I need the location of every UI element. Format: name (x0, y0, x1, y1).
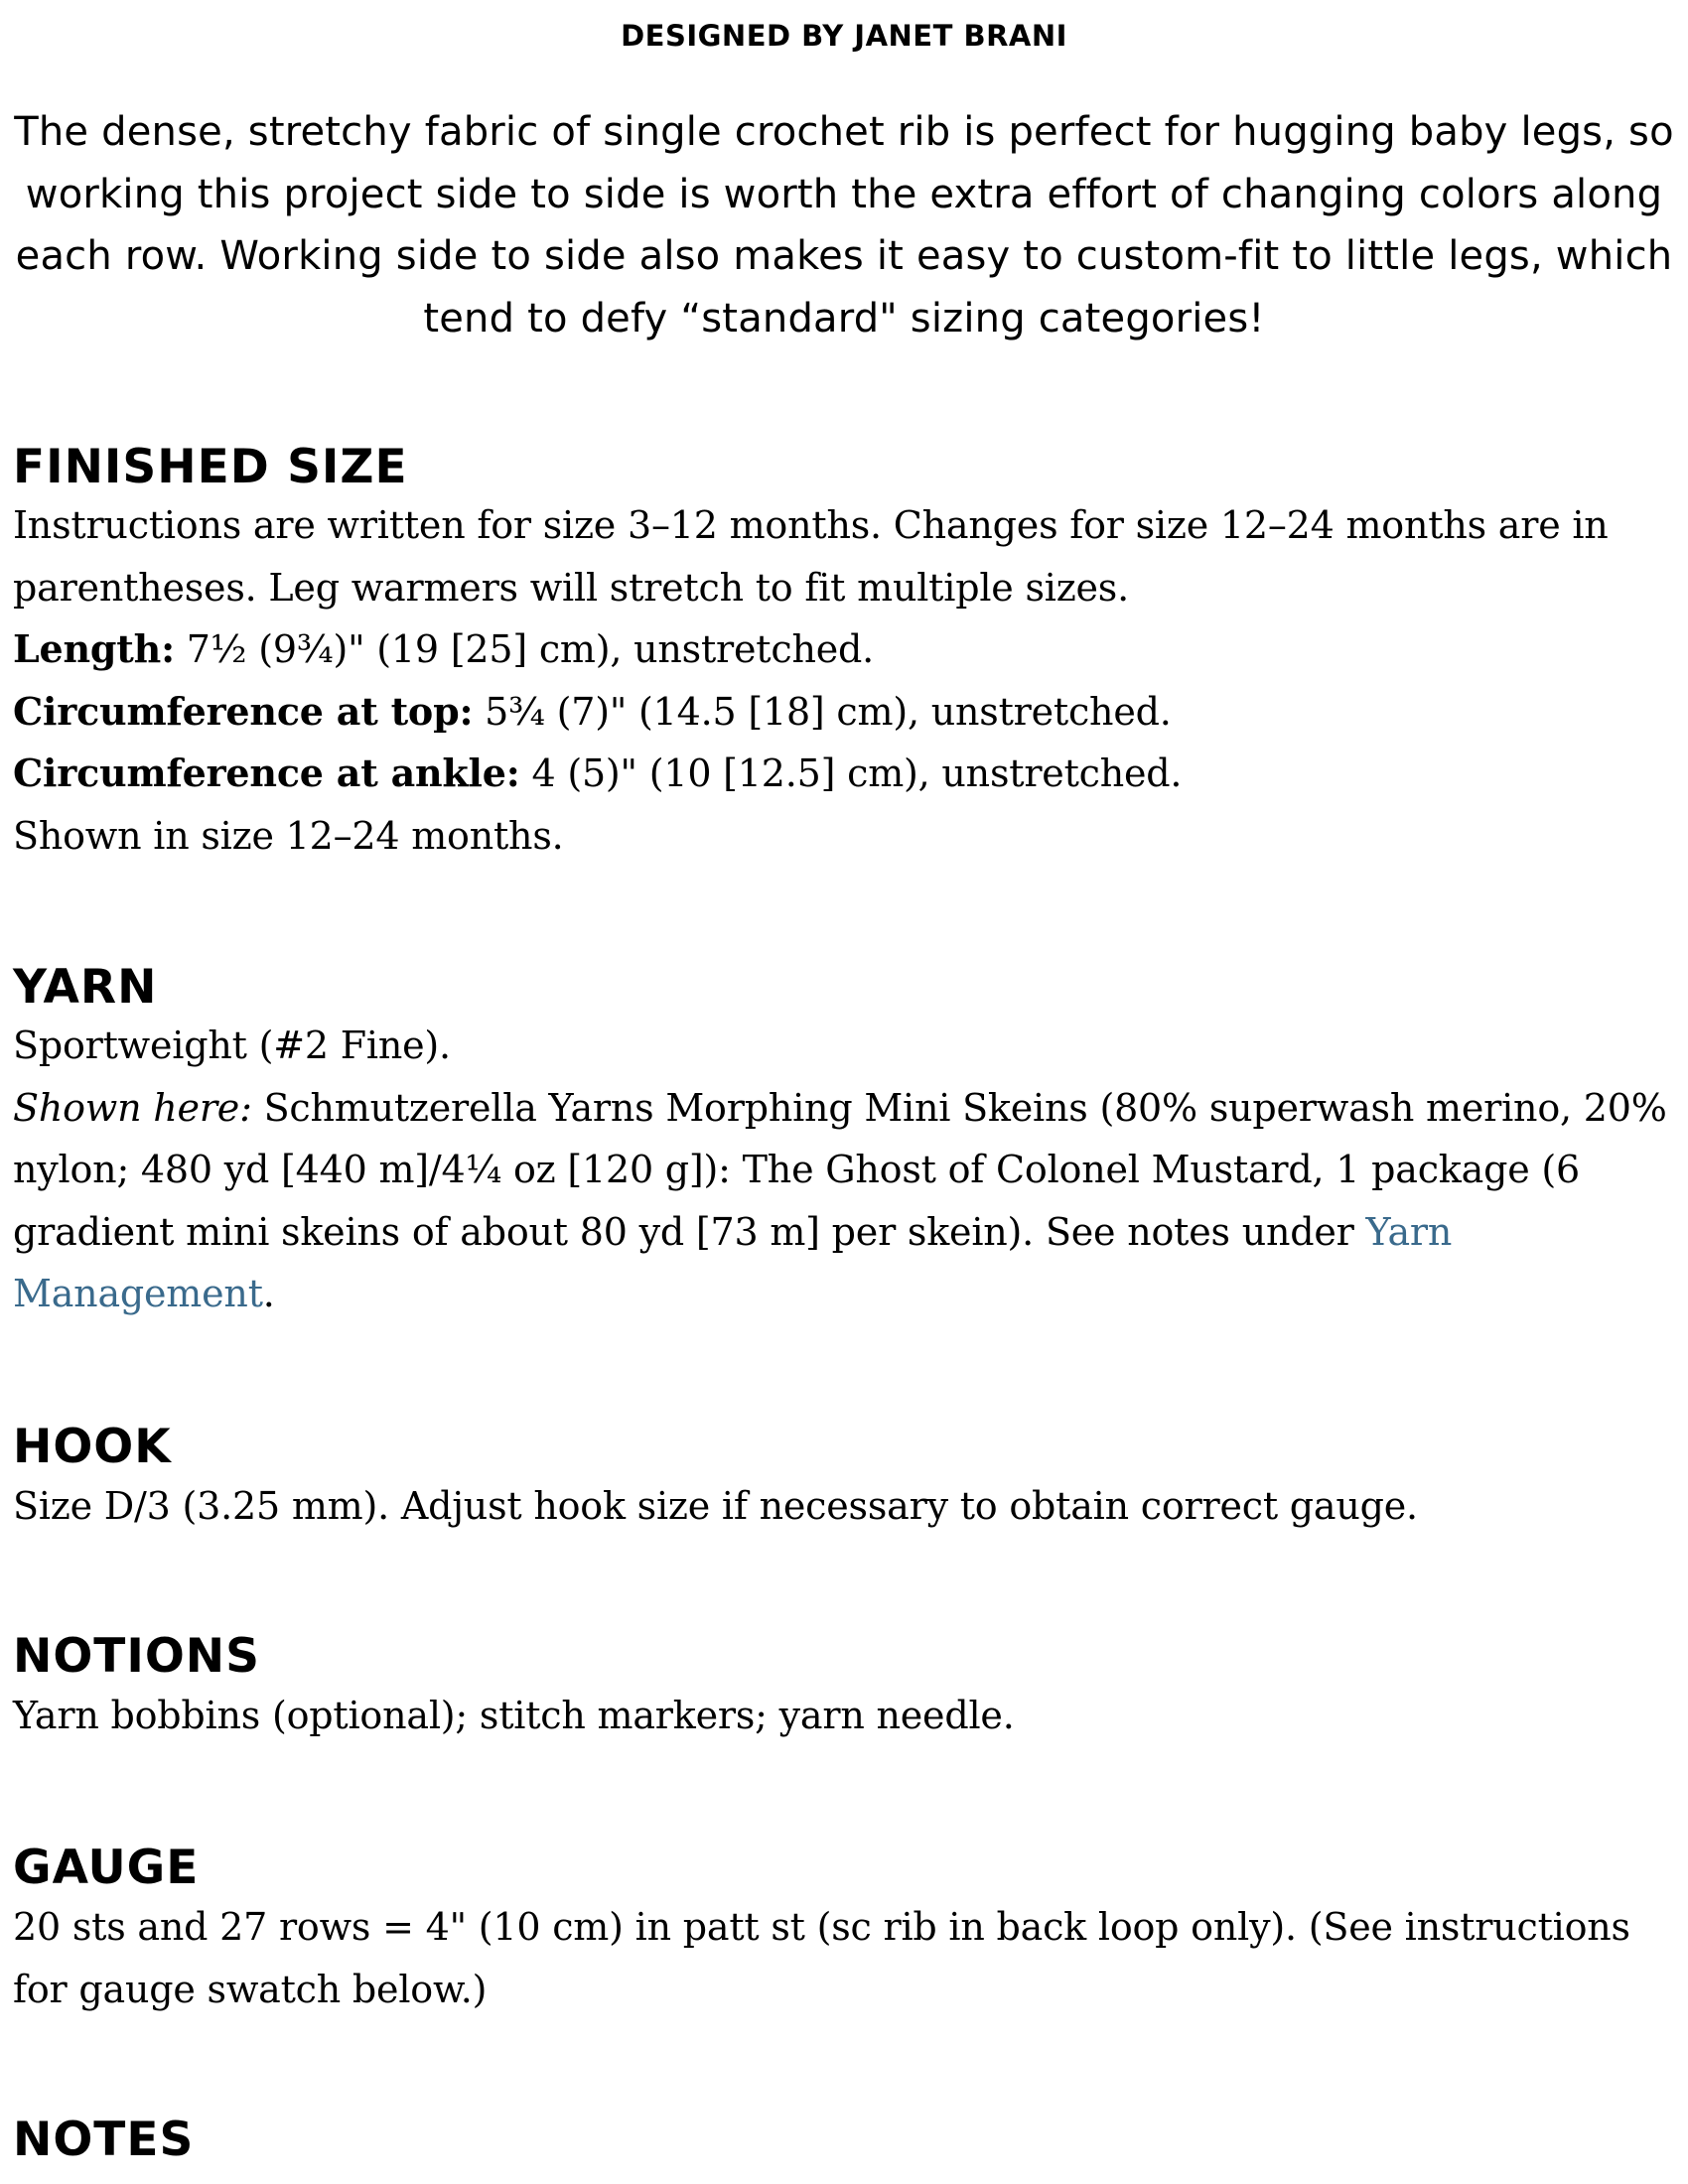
top-circumference-line (13, 681, 1671, 744)
hook-section (13, 1475, 1671, 1538)
yarn-section (13, 1015, 1671, 1325)
notions-section (13, 1685, 1671, 1747)
top-circumference-label: Circumference at top: (13, 688, 474, 734)
yarn-management-link[interactable]: Yarn Management (13, 1209, 1453, 1315)
shown-size-line: Shown in size 12–24 months. (13, 813, 564, 858)
yarn-end-period: . (262, 1272, 275, 1315)
hook-text: Size D/3 (3.25 mm). Adjust hook size if necessary to obtain correct gauge. (13, 1484, 1418, 1528)
intro-paragraph: The dense, stretchy fabric of single crochet rib is perfect for hugging baby legs, so working this project side to side is worth the extra effort of changing colors along each row. Working side to side also makes it easy to custom-fit to little legs, which tend to defy “standard" sizing categories! (14, 109, 1674, 341)
notions-text: Yarn bobbins (optional); stitch markers; yarn needle. (13, 1694, 1015, 1737)
ankle-circumference-line (13, 743, 1671, 805)
ankle-circumference-label: Circumference at ankle: (13, 751, 520, 795)
yarn-weight: Sportweight (#2 Fine). (13, 1024, 451, 1067)
notes-heading: NOTES (13, 2113, 195, 2167)
gauge-section (13, 1896, 1671, 2020)
hook-heading: HOOK (13, 1420, 172, 1474)
yarn-shown-here (13, 1077, 1671, 1325)
finished-size-heading: FINISHED SIZE (13, 440, 408, 494)
finished-size-section (13, 494, 1671, 867)
shown-here-text: Schmutzerella Yarns Morphing Mini Skeins (80% superwash merino, 20% nylon; 480 yd [440 m]/4¼ oz [120 g]): The Ghost of Colonel Mustard, 1 package (6 gradient mini skeins of about 80 yd [73 m] per skein). See notes under (13, 1085, 1667, 1254)
designer-byline: DESIGNED BY JANET BRANI (621, 19, 1067, 53)
top-circumference-value: 5¾ (7)" (14.5 [18] cm), unstretched. (473, 689, 1172, 734)
length-line (13, 618, 1671, 681)
length-label: Length: (13, 626, 175, 671)
length-value: 7½ (9¾)" (19 [25] cm), unstretched. (174, 627, 875, 671)
yarn-heading: YARN (13, 960, 158, 1015)
gauge-heading: GAUGE (13, 1841, 200, 1895)
gauge-text: 20 sts and 27 rows = 4" (10 cm) in patt st (sc rib in back loop only). (See instructions for gauge swatch below.) (13, 1905, 1630, 2011)
shown-here-label: Shown here: (13, 1085, 252, 1130)
ankle-circumference-value: 4 (5)" (10 [12.5] cm), unstretched. (519, 751, 1183, 795)
notions-heading: NOTIONS (13, 1629, 260, 1684)
finished-size-intro: Instructions are written for size 3–12 months. Changes for size 12–24 months are in parentheses. Leg warmers will stretch to fit multiple sizes. (13, 503, 1609, 610)
